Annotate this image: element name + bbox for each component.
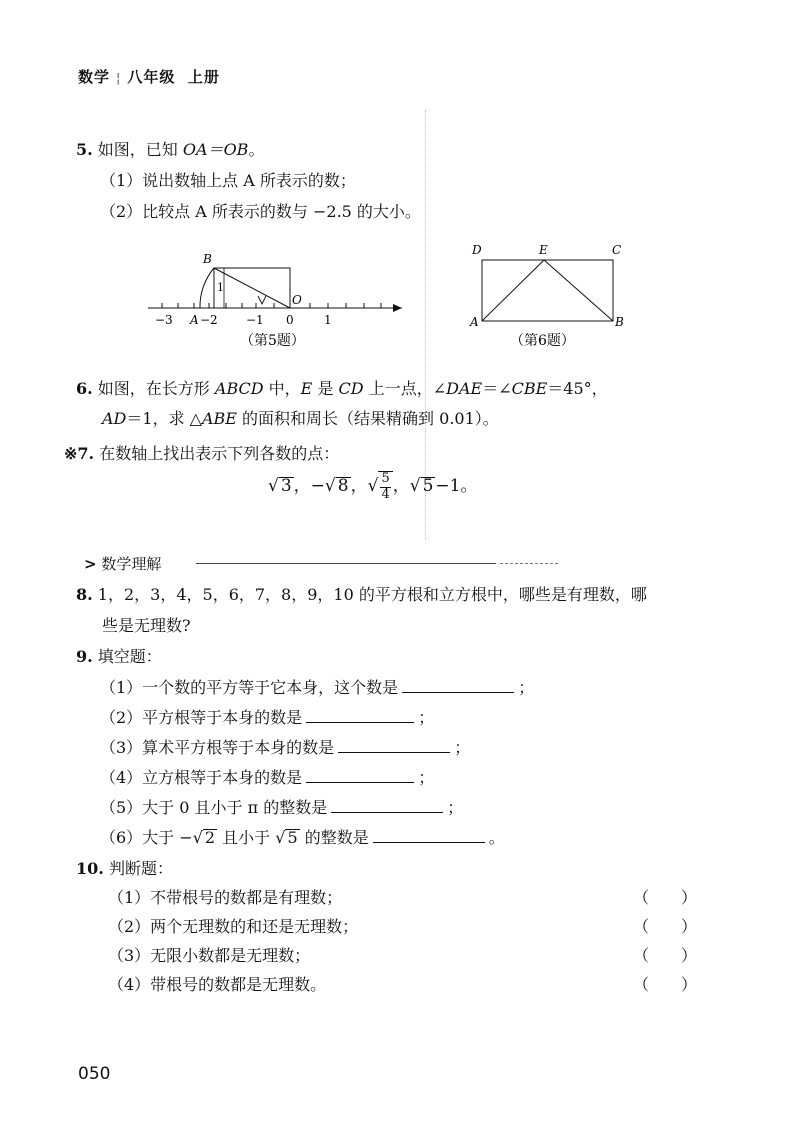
item-end: ； xyxy=(454,738,471,757)
section-rule xyxy=(196,563,496,564)
q8-line2: 些是无理数? xyxy=(102,616,191,635)
q9-stem xyxy=(76,644,162,667)
tick-label: −1 xyxy=(246,313,264,327)
diagonal-ob xyxy=(214,268,290,308)
radicand: 5 xyxy=(422,476,434,496)
q6-text: 中， xyxy=(263,379,301,398)
q5-part1: （1）说出数轴上点 A 所表示的数； xyxy=(100,171,356,190)
q5-stem-math: OA＝OB xyxy=(182,140,249,159)
separator: ，− xyxy=(293,476,325,496)
fig6-caption: （第6题） xyxy=(510,333,575,349)
q6-math: ABE xyxy=(201,409,237,428)
sqrt-sign: √ xyxy=(268,476,279,496)
q5-number: 5. xyxy=(76,140,93,159)
q6-text: 是 xyxy=(312,379,339,398)
arc xyxy=(200,268,214,308)
item-end: 。 xyxy=(488,828,505,847)
page-number: 050 xyxy=(78,1064,111,1084)
rectangle-abcd xyxy=(482,260,613,321)
answer-blank[interactable] xyxy=(306,770,414,783)
item-end: ； xyxy=(418,768,435,787)
tick-label: −3 xyxy=(155,313,173,327)
q6-math: ABCD xyxy=(214,379,264,398)
sqrt-sign: √ xyxy=(367,476,379,496)
label-d: D xyxy=(472,243,482,257)
radicand: 5 xyxy=(287,828,298,847)
q6-text: 的面积和周长（结果精确到 0.01）。 xyxy=(236,409,499,428)
item-text: 的整数是 xyxy=(299,828,369,847)
q6-number: 6. xyxy=(76,379,93,398)
chevron-right-icon: > xyxy=(84,555,97,573)
q5-stem-end: 。 xyxy=(248,140,265,159)
q6-math: E xyxy=(300,379,313,398)
sqrt-sign: √ xyxy=(324,476,336,496)
q9-item-1 xyxy=(100,675,534,698)
q9-item-5 xyxy=(100,795,463,818)
item-text: （4）立方根等于本身的数是 xyxy=(100,768,303,787)
fraction-denominator: 4 xyxy=(381,486,390,502)
q6-math: CD xyxy=(338,379,364,398)
tick-label: 0 xyxy=(286,313,294,327)
radicand: 2 xyxy=(204,828,216,847)
q7-stem xyxy=(64,441,339,464)
q7-numbers xyxy=(268,471,477,502)
header-separator: ¦ xyxy=(116,71,122,86)
q6-text: ＝45°， xyxy=(547,379,608,398)
answer-paren[interactable]: （ ） xyxy=(633,946,698,965)
item-text: （5）大于 0 且小于 π 的整数是 xyxy=(100,798,328,817)
q9-item-3 xyxy=(100,735,470,758)
q7-stem-text: 在数轴上找出表示下列各数的点： xyxy=(99,444,340,463)
label-side-1: 1 xyxy=(217,281,224,294)
section-heading xyxy=(84,553,161,574)
item-end: ； xyxy=(518,678,535,697)
segment-eb xyxy=(544,260,613,321)
radicand: 3 xyxy=(280,476,292,496)
volume: 上册 xyxy=(187,68,220,86)
q6-line2 xyxy=(102,406,499,429)
item-text: 且小于 xyxy=(217,828,276,847)
answer-blank[interactable] xyxy=(373,830,485,843)
subject: 数学 xyxy=(78,68,111,86)
q10-stem-text: 判断题： xyxy=(108,859,173,878)
section-rule-dashed xyxy=(500,563,558,564)
q5-stem xyxy=(76,137,264,160)
arc-arrow xyxy=(258,296,266,304)
q8-text: 1，2，3，4，5，6，7，8，9，10 的平方根和立方根中，哪些是有理数，哪 xyxy=(97,585,647,604)
answer-paren[interactable]: （ ） xyxy=(633,888,698,907)
q10-item-1: （1）不带根号的数都是有理数； xyxy=(108,888,343,907)
label-c: C xyxy=(612,243,622,257)
figure-6 xyxy=(462,238,642,352)
label-b: B xyxy=(615,315,624,329)
answer-blank[interactable] xyxy=(338,740,450,753)
item-text: （3）算术平方根等于本身的数是 xyxy=(100,738,335,757)
q6-math: CBE xyxy=(511,379,548,398)
q10-item-3: （3）无限小数都是无理数； xyxy=(108,946,311,965)
q9-item-6 xyxy=(100,825,505,848)
separator: −1。 xyxy=(435,476,478,496)
tick-label: −2 xyxy=(200,313,218,327)
fig5-caption: （第5题） xyxy=(240,333,305,349)
q8-number: 8. xyxy=(76,585,93,604)
q5-part2: （2）比较点 A 所表示的数与 −2.5 的大小。 xyxy=(100,202,421,221)
q9-stem-text: 填空题： xyxy=(97,647,162,666)
section-title: 数学理解 xyxy=(101,555,162,573)
item-end: ； xyxy=(418,708,435,727)
q10-item-4: （4）带根号的数都是无理数。 xyxy=(108,975,327,994)
q9-item-4 xyxy=(100,765,434,788)
sqrt-sign: √ xyxy=(192,828,203,847)
item-text: （1）一个数的平方等于它本身，这个数是 xyxy=(100,678,399,697)
q10-stem xyxy=(76,856,173,879)
fraction-numerator: 5 xyxy=(381,471,390,487)
label-e: E xyxy=(539,243,548,257)
separator: ， xyxy=(350,476,368,496)
number-line-arrow xyxy=(393,304,402,312)
grade: 八年级 xyxy=(127,68,176,86)
sqrt-sign: √ xyxy=(275,828,286,847)
q10-number: 10. xyxy=(76,859,104,878)
segment-ae xyxy=(482,260,544,321)
item-end: ； xyxy=(447,798,464,817)
tick-label-a: A xyxy=(190,313,199,327)
separator: ， xyxy=(392,476,410,496)
item-text: （6）大于 − xyxy=(100,828,193,847)
label-a: A xyxy=(470,315,479,329)
page-header xyxy=(78,66,220,87)
fraction xyxy=(378,471,392,502)
answer-blank[interactable] xyxy=(306,710,414,723)
q6-text: 如图，在长方形 xyxy=(97,379,215,398)
q5-stem-text: 如图，已知 xyxy=(97,140,183,159)
answer-blank[interactable] xyxy=(402,680,514,693)
q6-math: DAE xyxy=(446,379,483,398)
q6-math: AD xyxy=(102,409,127,428)
q6-text: 上一点，∠ xyxy=(363,379,447,398)
tick-label: 1 xyxy=(324,313,332,327)
q7-number: ※7. xyxy=(64,444,95,463)
q6-line1 xyxy=(76,376,608,399)
q10-item-2: （2）两个无理数的和还是无理数； xyxy=(108,917,359,936)
radicand: 8 xyxy=(337,476,349,496)
figure-5 xyxy=(140,248,420,352)
label-b: B xyxy=(203,252,212,266)
q9-number: 9. xyxy=(76,647,93,666)
sqrt-sign: √ xyxy=(409,476,421,496)
q6-text: ＝∠ xyxy=(482,379,512,398)
label-o: O xyxy=(292,293,302,307)
q6-text: ＝1，求 △ xyxy=(126,409,202,428)
answer-blank[interactable] xyxy=(331,800,443,813)
answer-paren[interactable]: （ ） xyxy=(633,917,698,936)
answer-paren[interactable]: （ ） xyxy=(633,975,698,994)
q8-line1 xyxy=(76,582,647,605)
item-text: （2）平方根等于本身的数是 xyxy=(100,708,303,727)
q9-item-2 xyxy=(100,705,434,728)
